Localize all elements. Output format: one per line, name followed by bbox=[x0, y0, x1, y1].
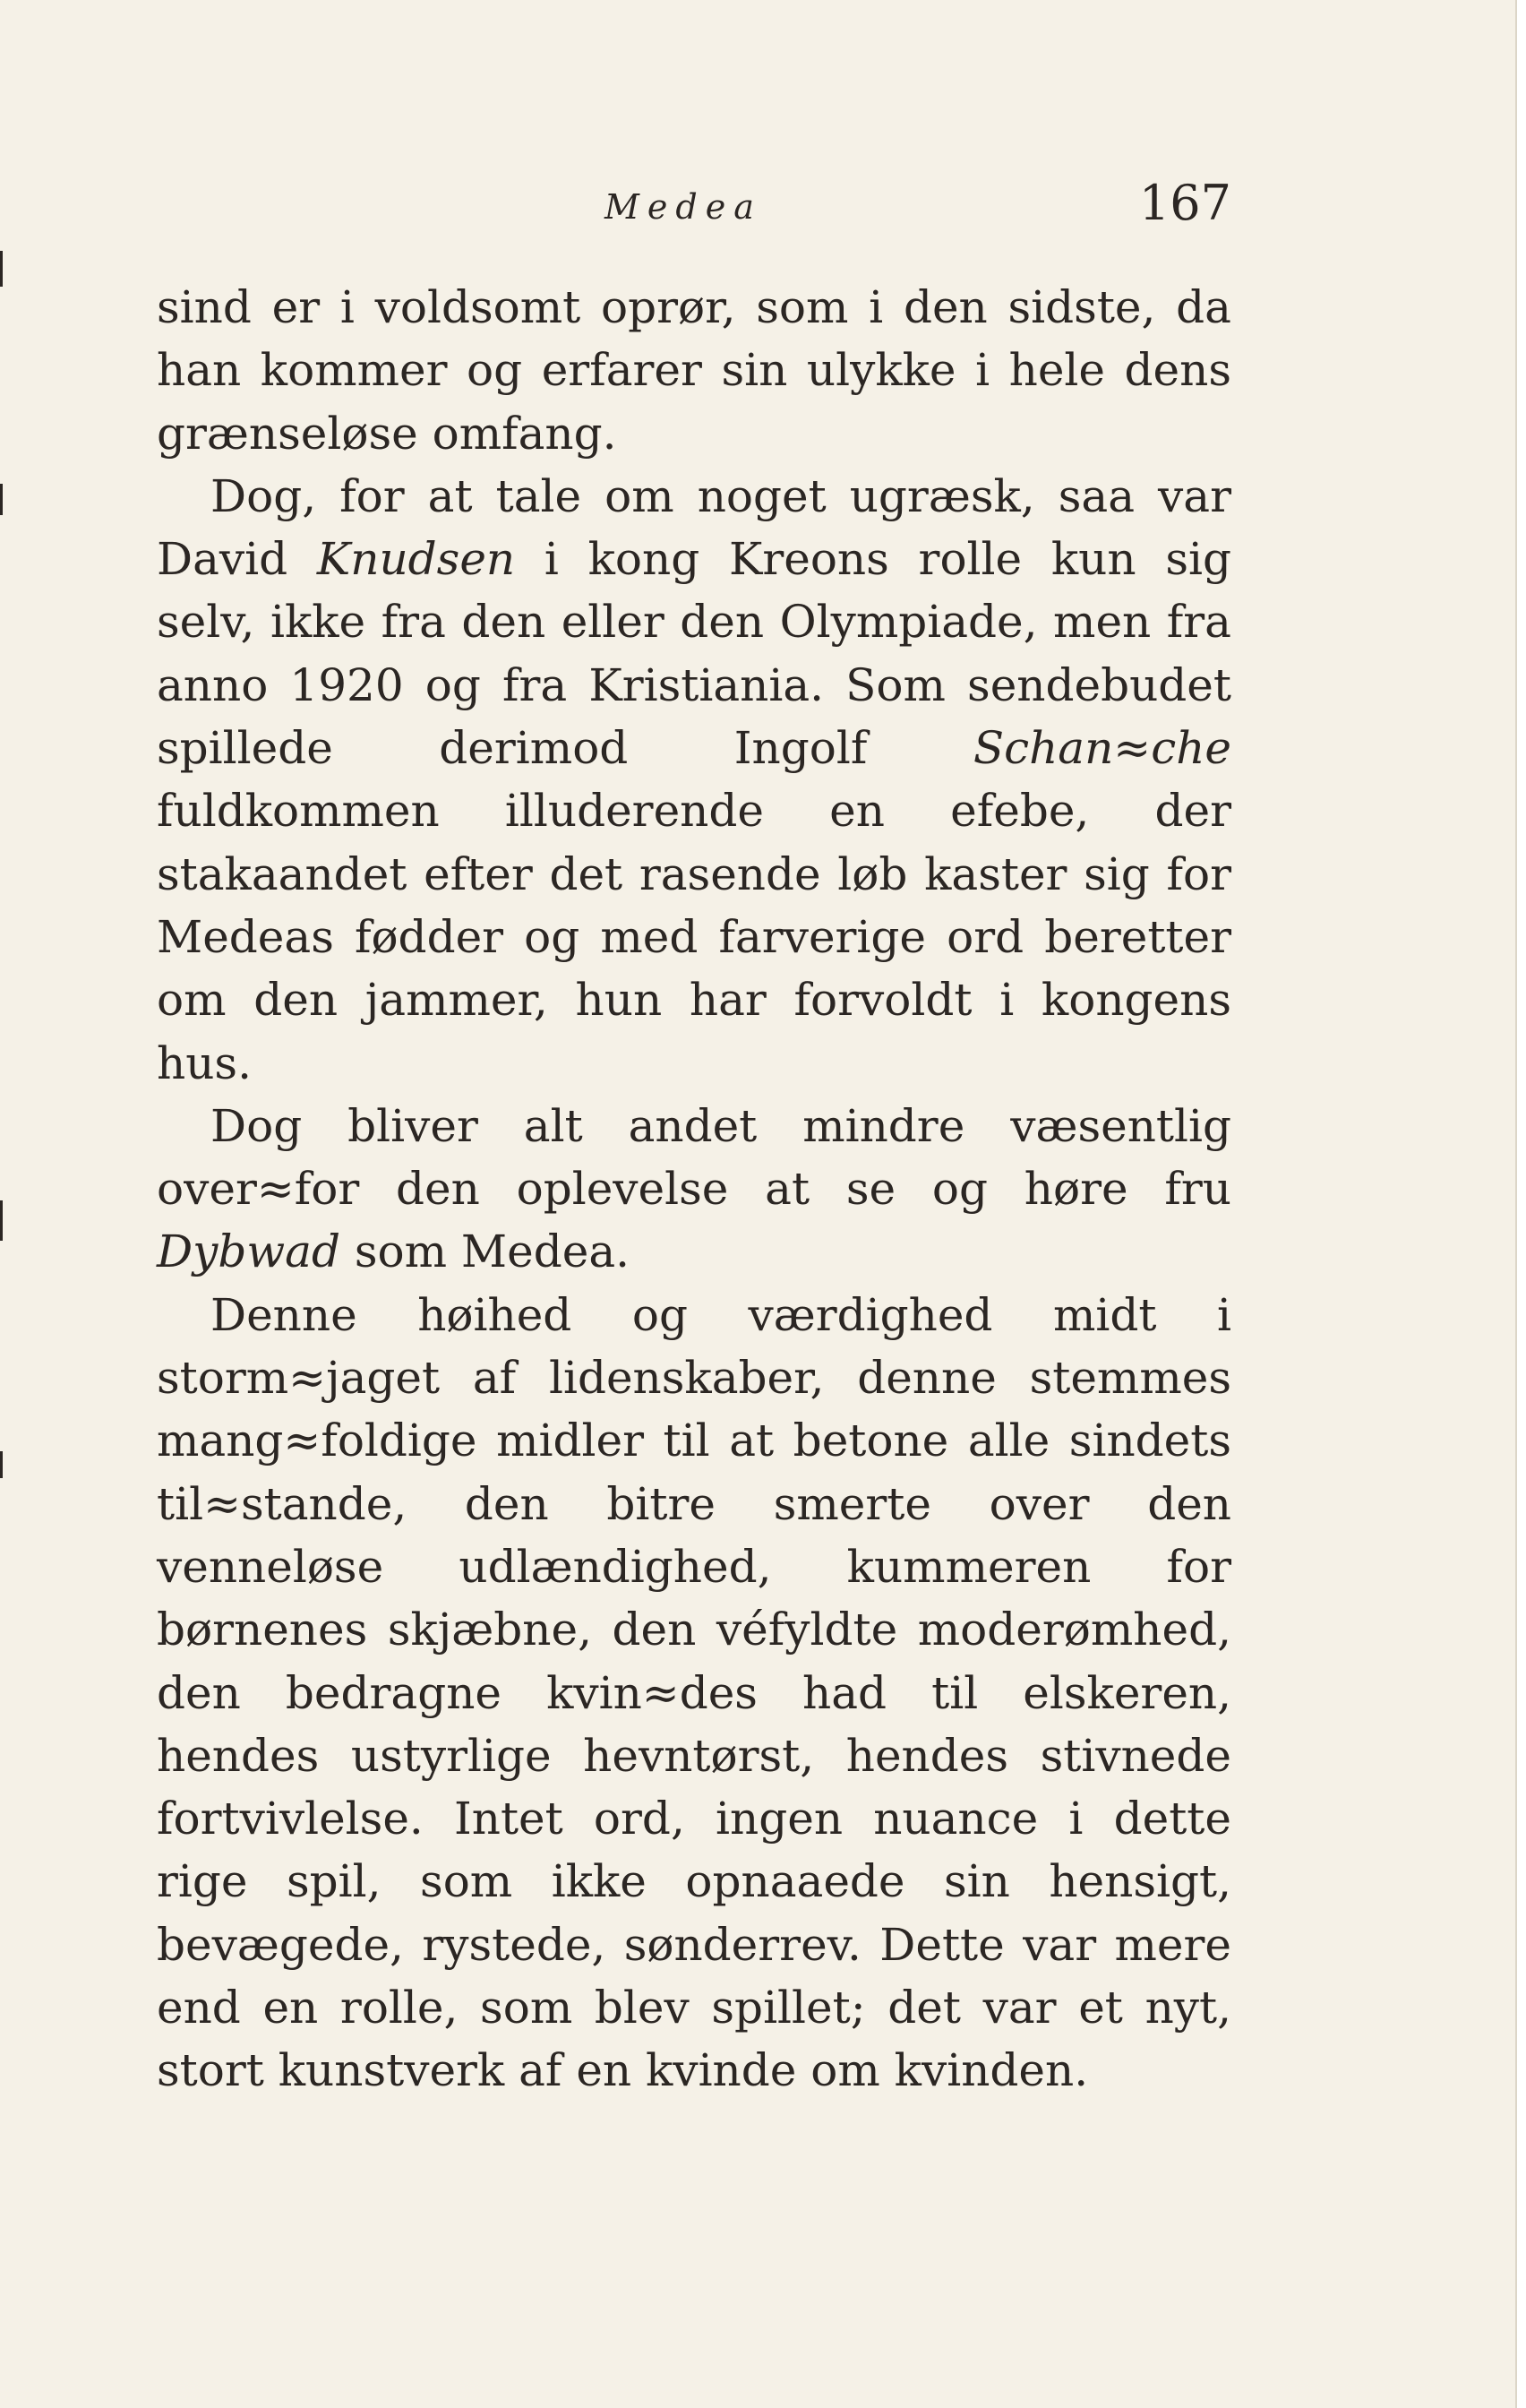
margin-mark bbox=[0, 484, 3, 515]
running-title: Medea bbox=[604, 187, 762, 227]
paragraph bbox=[157, 1095, 1231, 1284]
actor-name: Knudsen bbox=[316, 533, 516, 586]
paragraph bbox=[157, 465, 1231, 1095]
page-number: 167 bbox=[1138, 175, 1231, 231]
paragraph-text: Dog, for at tale om noget ugræsk, saa var David bbox=[157, 469, 1231, 586]
paragraph-text: i kong Kreons rolle kun sig selv, ikke fra den eller den Olympiade, men fra anno 1920 og fra Kristiania. Som sendebudet spillede derimod Ingolf bbox=[157, 533, 1231, 775]
paragraph bbox=[157, 276, 1231, 465]
page-header bbox=[157, 175, 1231, 237]
paragraph-text: fuldkommen illuderende en efebe, der stakaandet efter det rasende løb kaster sig for Medeas fødder og med farverige ord beretter om den jammer, hun har forvoldt i kongens hus. bbox=[157, 785, 1231, 1089]
paragraph-text: Denne høihed og værdighed midt i storm≈jaget af lidenskaber, denne stemmes mang≈foldige midler til at betone alle sindets til≈stande, den bitre smerte over den venneløse udlændighed, kummeren for børnenes skjæbne, den véfyldte moderømhed, den bedragne kvin≈des had til elskeren, hendes ustyrlige hevntørst, hendes stivnede fortvivlelse. Intet ord, ingen nuance i dette rige spil, som ikke opnaaede sin hensigt, bevægede, rystede, sønderrev. Dette var mere end en rolle, som blev spillet; det var et nyt, stort kunstverk af en kvinde om kvinden. bbox=[157, 1288, 1231, 2097]
actor-name: Schan≈che bbox=[973, 722, 1231, 775]
paragraph-text: som Medea. bbox=[339, 1226, 630, 1278]
actor-name: Dybwad bbox=[157, 1226, 340, 1278]
paragraph-text: Dog bliver alt andet mindre væsentlig over≈for den oplevelse at se og høre fru bbox=[157, 1099, 1231, 1216]
margin-mark bbox=[0, 251, 3, 287]
paragraph-text: sind er i voldsomt oprør, som i den sidste, da han kommer og erfarer sin ulykke i hele dens grænseløse omfang. bbox=[157, 281, 1231, 460]
paragraph bbox=[157, 1284, 1231, 2103]
margin-mark bbox=[0, 1200, 3, 1241]
body-text bbox=[157, 276, 1231, 2103]
margin-mark bbox=[0, 1451, 3, 1478]
